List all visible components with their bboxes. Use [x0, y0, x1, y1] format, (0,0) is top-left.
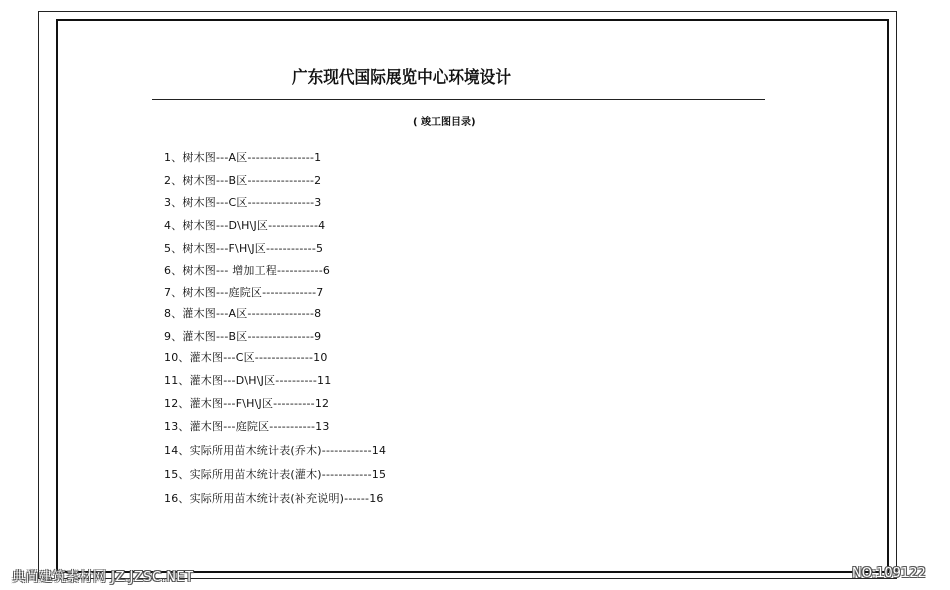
toc-item: 13、灌木图---庭院区-----------13	[164, 420, 330, 433]
title-underline	[152, 99, 765, 100]
watermark-left: 典尚建筑素材网 JZ.JZSC.NET	[12, 570, 194, 585]
watermark-right: NO:109122	[852, 566, 926, 581]
toc-item: 15、实际所用苗木统计表(灌木)------------15	[164, 468, 387, 481]
toc-item: 8、灌木图---A区----------------8	[164, 307, 322, 320]
toc-item: 14、实际所用苗木统计表(乔木)------------14	[164, 444, 387, 457]
toc-item: 2、树木图---B区----------------2	[164, 174, 322, 187]
toc-item: 1、树木图---A区----------------1	[164, 151, 322, 164]
toc-item: 10、灌木图---C区--------------10	[164, 351, 328, 364]
toc-item: 6、树木图--- 增加工程-----------6	[164, 264, 331, 277]
toc-item: 12、灌木图---F\H\J区----------12	[164, 397, 330, 410]
toc-item: 7、树木图---庭院区-------------7	[164, 286, 324, 299]
document-title: 广东现代国际展览中心环境设计	[292, 68, 511, 88]
toc-item: 16、实际所用苗木统计表(补充说明)------16	[164, 492, 384, 505]
toc-item: 5、树木图---F\H\J区------------5	[164, 242, 324, 255]
document-subtitle: ( 竣工图目录)	[413, 117, 476, 128]
toc-item: 3、树木图---C区----------------3	[164, 196, 322, 209]
toc-item: 9、灌木图---B区----------------9	[164, 330, 322, 343]
toc-item: 11、灌木图---D\H\J区----------11	[164, 374, 332, 387]
toc-item: 4、树木图---D\H\J区------------4	[164, 219, 326, 232]
